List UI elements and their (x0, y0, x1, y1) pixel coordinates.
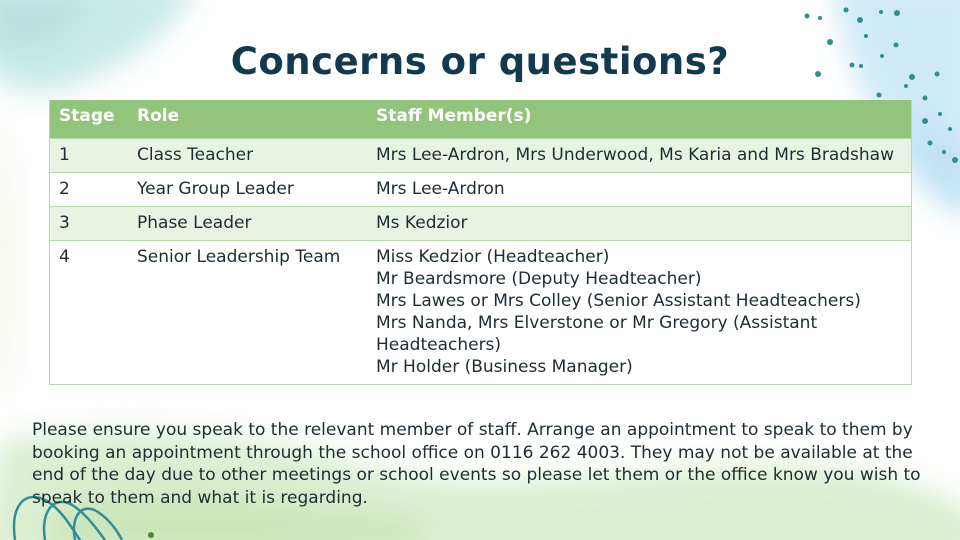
staff-member-line: Mrs Lee-Ardron, Mrs Underwood, Ms Karia and Mrs Bradshaw (376, 145, 895, 165)
role-cell: Year Group Leader (128, 173, 367, 207)
contact-guidance-note: Please ensure you speak to the relevant member of staff. Arrange an appointment to speak to them by booking an appointment through the school office on 0116 262 4003. They may not be available at the end of the day due to other meetings or school events so please let them or the office know you wish to speak to them and what it is regarding. (32, 420, 921, 508)
stage-cell: 4 (50, 241, 129, 385)
role-cell: Senior Leadership Team (128, 241, 367, 385)
slide-title: Concerns or questions? (230, 40, 730, 83)
staff-member-line: Ms Kedzior (376, 213, 468, 233)
left-cream-wash (0, 120, 20, 400)
stage-cell: 3 (50, 207, 129, 241)
staff-member-line: Mr Beardsmore (Deputy Headteacher) (376, 269, 702, 289)
header-stage: Stage (50, 100, 129, 139)
staff-member-line: Mrs Lee-Ardron (376, 179, 505, 199)
staff-member-line: Miss Kedzior (Headteacher) (376, 247, 610, 267)
table-row (50, 173, 912, 207)
green-dot-decoration (148, 532, 154, 538)
table-header-row (50, 100, 912, 139)
role-cell: Phase Leader (128, 207, 367, 241)
staff-cell (367, 173, 912, 207)
staff-contact-table (49, 100, 912, 385)
stage-cell: 1 (50, 139, 129, 173)
table-row (50, 241, 912, 385)
staff-member-line: Mr Holder (Business Manager) (376, 357, 633, 377)
staff-cell (367, 207, 912, 241)
table-row (50, 207, 912, 241)
staff-cell (367, 139, 912, 173)
staff-cell (367, 241, 912, 385)
staff-member-line: Mrs Lawes or Mrs Colley (Senior Assistant Headteachers) (376, 291, 861, 311)
stage-cell: 2 (50, 173, 129, 207)
role-cell: Class Teacher (128, 139, 367, 173)
header-staff-members: Staff Member(s) (367, 100, 912, 139)
header-role: Role (128, 100, 367, 139)
staff-member-line: Mrs Nanda, Mrs Elverstone or Mr Gregory (Assistant Headteachers) (376, 313, 818, 355)
table-row (50, 139, 912, 173)
